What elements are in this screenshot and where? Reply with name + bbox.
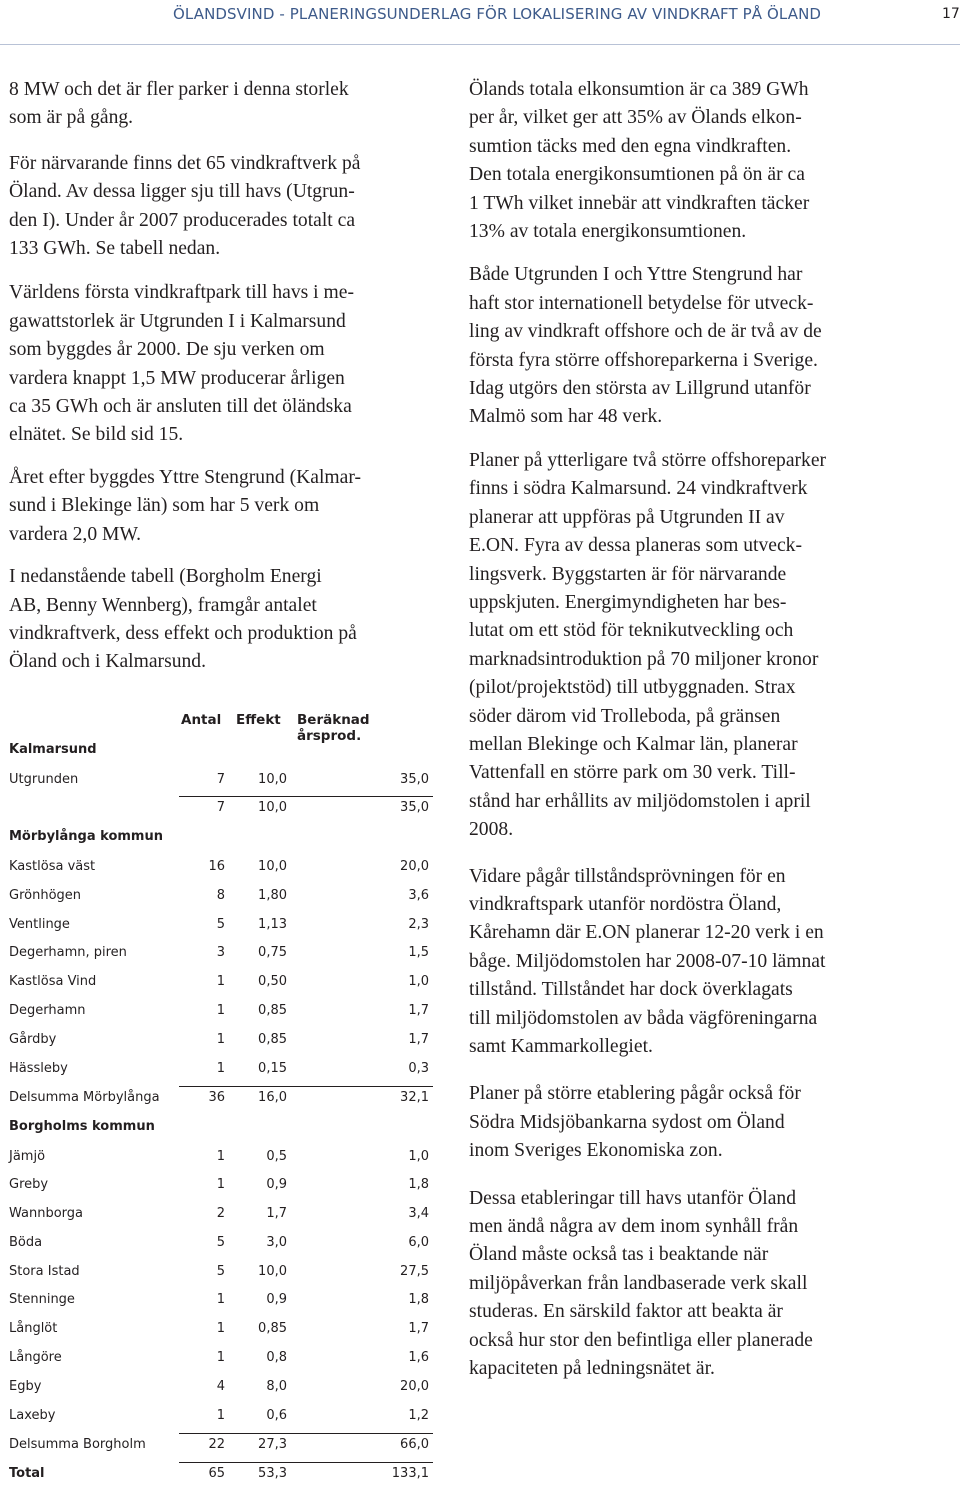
text-line: 1 TWh vilket innebär att vindkraften täcker [469, 192, 810, 214]
table-cell-antal: 3 [216, 945, 225, 960]
text-line: söder därom vid Trolleboda, på gränsen [469, 705, 781, 727]
table-section-row [9, 1119, 429, 1139]
table-cell-effekt: 16,0 [258, 1090, 287, 1105]
table-cell-effekt: 3,0 [266, 1235, 287, 1250]
table-header-antal: Antal [181, 712, 222, 728]
page-number: 17 [942, 6, 960, 22]
table-cell-prod: 35,0 [400, 800, 429, 815]
text-line: Världens första vindkraftpark till havs i me- [9, 282, 354, 304]
right-paragraph [469, 1080, 909, 1165]
table-cell-effekt: 0,50 [258, 974, 287, 989]
table-row [9, 1206, 429, 1226]
text-line: till miljödomstolen av båda vägföreningarna [469, 1007, 818, 1029]
text-line: vardera 2,0 MW. [9, 523, 142, 545]
table-cell-name: Kalmarsund [9, 742, 97, 757]
table-cell-effekt: 0,5 [266, 1149, 287, 1164]
table-cell-prod: 1,8 [408, 1292, 429, 1307]
text-line: men ändå några av dem inom synhåll från [469, 1216, 799, 1238]
table-cell-antal: 1 [216, 1292, 225, 1307]
text-line: kapaciteten på ledningsnätet är. [469, 1358, 715, 1380]
table-cell-name: Hässleby [9, 1061, 68, 1076]
text-line: tillstånd. Tillståndet har dock överklagats [469, 979, 793, 1001]
table-cell-effekt: 0,85 [258, 1003, 287, 1018]
text-line: Planer på större etablering pågår också för [469, 1083, 801, 1105]
text-line: mellan Blekinge och Kalmar län, planerar [469, 733, 798, 755]
table-sum-rule [179, 796, 433, 797]
table-cell-prod: 3,4 [408, 1206, 429, 1221]
table-cell-effekt: 0,85 [258, 1321, 287, 1336]
text-line: studeras. En särskild faktor att beakta är [469, 1301, 783, 1323]
table-cell-effekt: 53,3 [258, 1466, 287, 1481]
table-cell-effekt: 0,8 [266, 1350, 287, 1365]
text-line: 133 GWh. Se tabell nedan. [9, 238, 221, 260]
text-line: Öland måste också tas i beaktande när [469, 1244, 769, 1266]
table-cell-antal: 16 [208, 859, 225, 874]
table-row [9, 1149, 429, 1169]
right-text-column [469, 76, 909, 1383]
text-line: Malmö som har 48 verk. [469, 406, 663, 428]
text-line: samt Kammarkollegiet. [469, 1036, 653, 1057]
table-cell-prod: 27,5 [400, 1264, 429, 1279]
table-cell-effekt: 27,3 [258, 1437, 287, 1452]
right-paragraph [469, 863, 909, 1062]
table-cell-antal: 1 [216, 1408, 225, 1423]
table-cell-effekt: 1,13 [258, 917, 287, 932]
table-row [9, 1061, 429, 1081]
table-cell-antal: 5 [216, 1235, 225, 1250]
table-row [9, 1321, 429, 1341]
table-cell-effekt: 0,6 [266, 1408, 287, 1423]
text-line: haft stor internationell betydelse för utveck- [469, 292, 814, 314]
table-row [9, 1466, 429, 1486]
text-line: Dessa etableringar till havs utanför Öland [469, 1187, 796, 1209]
table-cell-prod: 1,7 [408, 1032, 429, 1047]
text-line: Kårehamn där E.ON planerar 12-20 verk i en [469, 922, 824, 944]
table-cell-name: Jämjö [9, 1149, 46, 1164]
table-cell-name: Delsumma Borgholm [9, 1437, 146, 1452]
table-cell-name: Greby [9, 1177, 49, 1192]
table-cell-prod: 1,7 [408, 1003, 429, 1018]
text-line: planerar att uppföras på Utgrunden II av [469, 506, 785, 528]
table-cell-name: Borgholms kommun [9, 1119, 155, 1134]
table-cell-antal: 1 [216, 1032, 225, 1047]
table-row [9, 1408, 429, 1428]
table-cell-prod: 1,5 [408, 945, 429, 960]
text-line: som byggdes år 2000. De sju verken om [9, 339, 325, 361]
text-line: inom Sveriges Ekonomiska zon. [469, 1140, 723, 1162]
table-cell-antal: 1 [216, 1003, 225, 1018]
text-line: båge. Miljödomstolen har 2008-07-10 lämnat [469, 950, 826, 972]
table-cell-prod: 0,3 [408, 1061, 429, 1076]
table-cell-name: Degerhamn [9, 1003, 86, 1018]
table-cell-prod: 1,6 [408, 1350, 429, 1365]
text-line: vindkraftverk, dess effekt och produktion på [9, 622, 357, 644]
table-cell-prod: 2,3 [408, 917, 429, 932]
table-header-prod: Beräknad årsprod. [297, 712, 370, 744]
text-line: Både Utgrunden I och Yttre Stengrund har [469, 264, 803, 286]
text-line: som är på gång. [9, 107, 134, 129]
text-line: 8 MW och det är fler parker i denna storlek [9, 79, 349, 100]
text-line: per år, vilket ger att 35% av Ölands elkon- [469, 107, 802, 129]
table-cell-name: Degerhamn, piren [9, 945, 127, 960]
text-line: Idag utgörs den största av Lillgrund utanför [469, 378, 811, 400]
table-cell-name: Kastlösa väst [9, 859, 96, 874]
table-cell-effekt: 0,75 [258, 945, 287, 960]
table-cell-name: Utgrunden [9, 772, 79, 787]
table-cell-name: Gårdby [9, 1032, 57, 1047]
table-cell-antal: 22 [208, 1437, 225, 1452]
table-cell-name: Böda [9, 1235, 43, 1250]
text-line: också hur stor den befintliga eller planerade [469, 1329, 813, 1351]
table-cell-prod: 66,0 [400, 1437, 429, 1452]
table-row [9, 1350, 429, 1370]
table-cell-antal: 2 [216, 1206, 225, 1221]
table-cell-antal: 1 [216, 974, 225, 989]
table-cell-prod: 133,1 [391, 1466, 429, 1481]
table-cell-antal: 1 [216, 1177, 225, 1192]
left-paragraph [9, 76, 439, 133]
text-line: Öland och i Kalmarsund. [9, 651, 206, 673]
table-cell-antal: 1 [216, 1321, 225, 1336]
table-row [9, 1235, 429, 1255]
table-cell-prod: 32,1 [400, 1090, 429, 1105]
table-cell-effekt: 10,0 [258, 800, 287, 815]
right-paragraph [469, 1185, 909, 1384]
text-line: AB, Benny Wennberg), framgår antalet [9, 594, 317, 616]
header-title: ÖLANDSVIND - PLANERINGSUNDERLAG FÖR LOKALISERING AV VINDKRAFT PÅ ÖLAND [173, 5, 822, 23]
table-row [9, 1090, 429, 1110]
text-line: E.ON. Fyra av dessa planeras som utveck- [469, 535, 802, 557]
text-line: första fyra större offshoreparkerna i Sverige. [469, 349, 818, 371]
left-text-column [9, 76, 439, 677]
right-paragraph [469, 76, 909, 246]
table-cell-prod: 1,0 [408, 1149, 429, 1164]
text-line: den I). Under år 2007 producerades totalt ca [9, 209, 356, 231]
right-paragraph [469, 447, 909, 845]
table-cell-antal: 5 [216, 917, 225, 932]
table-cell-antal: 7 [216, 800, 225, 815]
text-line: uppskjuten. Energimyndigheten har bes- [469, 591, 787, 613]
table-row [9, 1292, 429, 1312]
table-cell-prod: 1,7 [408, 1321, 429, 1336]
table-header-effekt: Effekt [236, 712, 281, 728]
text-line: sumtion täcks med den egna vindkraften. [469, 135, 792, 157]
table-cell-name: Total [9, 1466, 45, 1481]
table-cell-name: Delsumma Mörbylånga [9, 1090, 160, 1105]
table-cell-prod: 1,0 [408, 974, 429, 989]
text-line: Ölands totala elkonsumtion är ca 389 GWh [469, 79, 809, 100]
text-line: elnätet. Se bild sid 15. [9, 424, 184, 446]
table-sum-rule [179, 1433, 433, 1434]
table-cell-name: Egby [9, 1379, 42, 1394]
table-cell-name: Kastlösa Vind [9, 974, 97, 989]
table-cell-prod: 20,0 [400, 1379, 429, 1394]
table-cell-name: Långlöt [9, 1321, 58, 1336]
page-header [0, 0, 960, 30]
table-cell-antal: 1 [216, 1149, 225, 1164]
text-line: (pilot/projektstöd) till utbyggnaden. Strax [469, 677, 796, 699]
text-line: marknadsintroduktion på 70 miljoner kronor [469, 648, 819, 670]
text-line: stånd har erhållits av miljödomstolen i april [469, 790, 811, 812]
table-row [9, 800, 429, 820]
table-cell-effekt: 10,0 [258, 1264, 287, 1279]
table-cell-effekt: 0,15 [258, 1061, 287, 1076]
text-line: Södra Midsjöbankarna sydost om Öland [469, 1111, 785, 1133]
left-paragraph [9, 150, 439, 264]
text-line: Planer på ytterligare två större offshoreparker [469, 449, 827, 471]
text-line: Öland. Av dessa ligger sju till havs (Utgrun- [9, 181, 355, 203]
left-paragraph [9, 279, 439, 449]
table-cell-antal: 8 [216, 888, 225, 903]
text-line: sund i Blekinge län) som har 5 verk om [9, 495, 320, 517]
text-line: miljöpåverkan från landbaserade verk skall [469, 1272, 808, 1294]
text-line: ca 35 GWh och är ansluten till det öländska [9, 396, 352, 418]
table-cell-name: Ventlinge [9, 917, 70, 932]
table-row [9, 1032, 429, 1052]
text-line: vindkraftspark utanför nordöstra Öland, [469, 893, 782, 915]
table-cell-effekt: 1,7 [266, 1206, 287, 1221]
text-line: ling av vindkraft offshore och de är två av de [469, 321, 822, 343]
left-paragraph [9, 464, 439, 549]
table-row [9, 1437, 429, 1457]
table-cell-effekt: 8,0 [266, 1379, 287, 1394]
table-cell-antal: 1 [216, 1350, 225, 1365]
text-line: vardera knappt 1,5 MW producerar årligen [9, 367, 345, 389]
table-cell-prod: 35,0 [400, 772, 429, 787]
table-cell-name: Stenninge [9, 1292, 75, 1307]
text-line: I nedanstående tabell (Borgholm Energi [9, 566, 322, 588]
table-sum-rule [179, 1086, 433, 1087]
table-row [9, 1177, 429, 1197]
table-section-row [9, 742, 429, 762]
text-line: Vattenfall en större park om 30 verk. Till- [469, 762, 796, 784]
table-cell-name: Mörbylånga kommun [9, 829, 163, 844]
table-sum-rule [179, 1462, 433, 1463]
table-cell-prod: 20,0 [400, 859, 429, 874]
table-cell-prod: 3,6 [408, 888, 429, 903]
text-line: 2008. [469, 819, 514, 841]
table-row [9, 888, 429, 908]
table-cell-effekt: 0,9 [266, 1177, 287, 1192]
table-row [9, 1379, 429, 1399]
text-line: Den totala energikonsumtionen på ön är ca [469, 164, 805, 186]
table-cell-effekt: 10,0 [258, 772, 287, 787]
table-row [9, 974, 429, 994]
table-cell-prod: 1,8 [408, 1177, 429, 1192]
text-line: Året efter byggdes Yttre Stengrund (Kalmar- [9, 466, 361, 488]
table-row [9, 945, 429, 965]
table-cell-effekt: 0,9 [266, 1292, 287, 1307]
table-cell-antal: 1 [216, 1061, 225, 1076]
left-paragraph [9, 563, 439, 677]
table-cell-name: Laxeby [9, 1408, 56, 1423]
text-line: För närvarande finns det 65 vindkraftverk på [9, 152, 361, 174]
table-cell-name: Grönhögen [9, 888, 82, 903]
table-cell-name: Stora Istad [9, 1264, 80, 1279]
text-line: gawattstorlek är Utgrunden I i Kalmarsund [9, 310, 346, 332]
table-cell-antal: 36 [208, 1090, 225, 1105]
table-cell-antal: 4 [216, 1379, 225, 1394]
table-cell-effekt: 1,80 [258, 888, 287, 903]
text-line: lingsverk. Byggstarten är för närvarande [469, 563, 787, 585]
header-divider [0, 44, 960, 45]
table-row [9, 772, 429, 792]
table-row [9, 1003, 429, 1023]
table-cell-antal: 7 [216, 772, 225, 787]
table-cell-antal: 5 [216, 1264, 225, 1279]
text-line: Vidare pågår tillståndsprövningen för en [469, 865, 786, 887]
table-cell-effekt: 10,0 [258, 859, 287, 874]
right-paragraph [469, 261, 909, 431]
text-line: lutat om ett stöd för teknikutveckling och [469, 620, 794, 642]
table-cell-effekt: 0,85 [258, 1032, 287, 1047]
table-row [9, 1264, 429, 1284]
table-cell-antal: 65 [208, 1466, 225, 1481]
table-row [9, 859, 429, 879]
text-line: finns i södra Kalmarsund. 24 vindkraftverk [469, 478, 808, 500]
text-line: 13% av totala energikonsumtionen. [469, 221, 747, 243]
table-cell-name: Långöre [9, 1350, 62, 1365]
table-row [9, 917, 429, 937]
table-cell-prod: 1,2 [408, 1408, 429, 1423]
table-section-row [9, 829, 429, 849]
table-cell-name: Wannborga [9, 1206, 84, 1221]
table-cell-prod: 6,0 [408, 1235, 429, 1250]
